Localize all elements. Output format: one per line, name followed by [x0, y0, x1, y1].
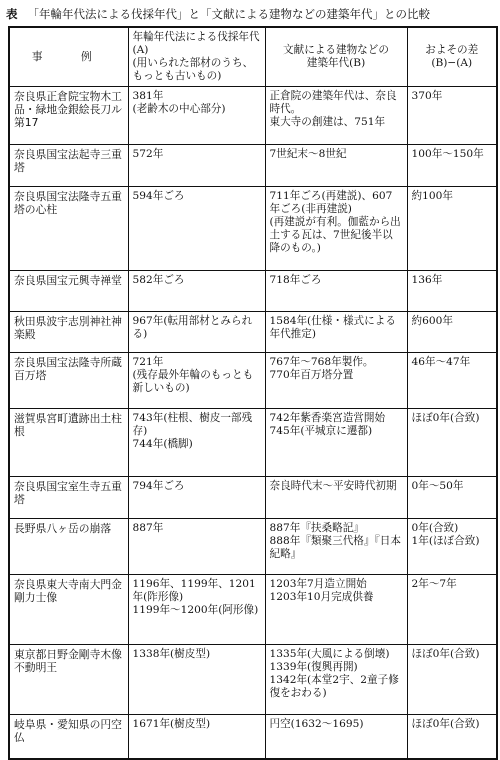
- document-date-cell: 7世紀末〜8世紀: [265, 145, 407, 187]
- example-name-cell: 奈良県国宝元興寺禅堂: [9, 271, 128, 312]
- document-date-cell: 円空(1632〜1695): [265, 715, 407, 759]
- table-row: [9, 87, 497, 145]
- document-date-cell: 奈良時代末〜平安時代初期: [265, 477, 407, 519]
- header-difference: およその差 (B)−(A): [407, 27, 497, 87]
- example-name-cell: 奈良県国宝法起寺三重塔: [9, 145, 128, 187]
- dendro-date-cell: 1671年(樹皮型): [128, 715, 265, 759]
- dendro-date-cell: 967年(転用部材とみられる): [128, 312, 265, 353]
- header-dendro-date: 年輪年代法による伐採年代(A) (用いられた部材のうち、もっとも古いもの): [128, 27, 265, 87]
- dendro-date-cell: 721年 (残存最外年輪のもっとも新しいもの): [128, 353, 265, 409]
- caption-label: 表: [6, 7, 18, 21]
- difference-cell: ほぼ0年(合致): [407, 645, 497, 715]
- difference-cell: 370年: [407, 87, 497, 145]
- caption-title: 「年輪年代法による伐採年代」と「文献による建物などの建築年代」との比較: [27, 7, 430, 21]
- table-header-row: [9, 27, 497, 87]
- example-name-cell: 長野県八ヶ岳の崩落: [9, 519, 128, 575]
- example-name-cell: 奈良県正倉院宝物木工品・緑地金銀絵長刀ル第17: [9, 87, 128, 145]
- dendro-date-cell: 1196年、1199年、1201年(阼形像) 1199年〜1200年(阿形像): [128, 575, 265, 645]
- difference-cell: 136年: [407, 271, 497, 312]
- comparison-table: [8, 26, 498, 760]
- table-caption: [6, 6, 496, 22]
- table-row: [9, 312, 497, 353]
- difference-cell: ほぼ0年(合致): [407, 715, 497, 759]
- difference-cell: 46年〜47年: [407, 353, 497, 409]
- table-row: [9, 187, 497, 271]
- dendro-date-cell: 572年: [128, 145, 265, 187]
- header-document-date: 文献による建物などの 建築年代(B): [265, 27, 407, 87]
- difference-cell: 約100年: [407, 187, 497, 271]
- document-date-cell: 767年〜768年製作。 770年百万塔分置: [265, 353, 407, 409]
- header-example: 事 例: [9, 27, 128, 87]
- table-row: [9, 353, 497, 409]
- table-row: [9, 519, 497, 575]
- dendro-date-cell: 794年ごろ: [128, 477, 265, 519]
- document-date-cell: 742年紫香楽宮造営開始 745年(平城京に遷都): [265, 409, 407, 477]
- example-name-cell: 奈良県東大寺南大門金剛力士像: [9, 575, 128, 645]
- example-name-cell: 東京都日野金剛寺木像不動明王: [9, 645, 128, 715]
- document-date-cell: 正倉院の建築年代は、奈良時代。 東大寺の創建は、751年: [265, 87, 407, 145]
- difference-cell: ほぼ0年(合致): [407, 409, 497, 477]
- dendro-date-cell: 1338年(樹皮型): [128, 645, 265, 715]
- table-row: [9, 575, 497, 645]
- example-name-cell: 奈良県国宝法隆寺所蔵百万塔: [9, 353, 128, 409]
- example-name-cell: 奈良県国宝法隆寺五重塔の心柱: [9, 187, 128, 271]
- difference-cell: 100年〜150年: [407, 145, 497, 187]
- table-row: [9, 645, 497, 715]
- difference-cell: 0年(合致) 1年(ほぼ合致): [407, 519, 497, 575]
- document-date-cell: 718年ごろ: [265, 271, 407, 312]
- dendro-date-cell: 594年ごろ: [128, 187, 265, 271]
- example-name-cell: 奈良県国宝室生寺五重塔: [9, 477, 128, 519]
- dendro-date-cell: 887年: [128, 519, 265, 575]
- difference-cell: 2年〜7年: [407, 575, 497, 645]
- table-row: [9, 409, 497, 477]
- document-date-cell: 1335年(大風による倒壊) 1339年(復興再開) 1342年(本堂2宇、2童子修復をおわる): [265, 645, 407, 715]
- dendro-date-cell: 381年 (老齢木の中心部分): [128, 87, 265, 145]
- example-name-cell: 秋田県波宇志別神社神楽殿: [9, 312, 128, 353]
- table-row: [9, 477, 497, 519]
- document-date-cell: 887年『扶桑略記』 888年『類聚三代格』『日本紀略』: [265, 519, 407, 575]
- dendro-date-cell: 582年ごろ: [128, 271, 265, 312]
- dendro-date-cell: 743年(柱根、樹皮一部残存) 744年(橋脚): [128, 409, 265, 477]
- document-date-cell: 1584年(仕様・様式による年代推定): [265, 312, 407, 353]
- table-row: [9, 145, 497, 187]
- table-row: [9, 715, 497, 759]
- difference-cell: 0年〜50年: [407, 477, 497, 519]
- table-row: [9, 271, 497, 312]
- example-name-cell: 岐阜県・愛知県の円空仏: [9, 715, 128, 759]
- example-name-cell: 滋賀県宮町遺跡出土柱根: [9, 409, 128, 477]
- difference-cell: 約600年: [407, 312, 497, 353]
- document-date-cell: 711年ごろ(再建説)、607年ごろ(非再建説) (再建説が有利。伽藍から出土する瓦は、7世紀後半以降のもの。): [265, 187, 407, 271]
- document-date-cell: 1203年7月造立開始 1203年10月完成供養: [265, 575, 407, 645]
